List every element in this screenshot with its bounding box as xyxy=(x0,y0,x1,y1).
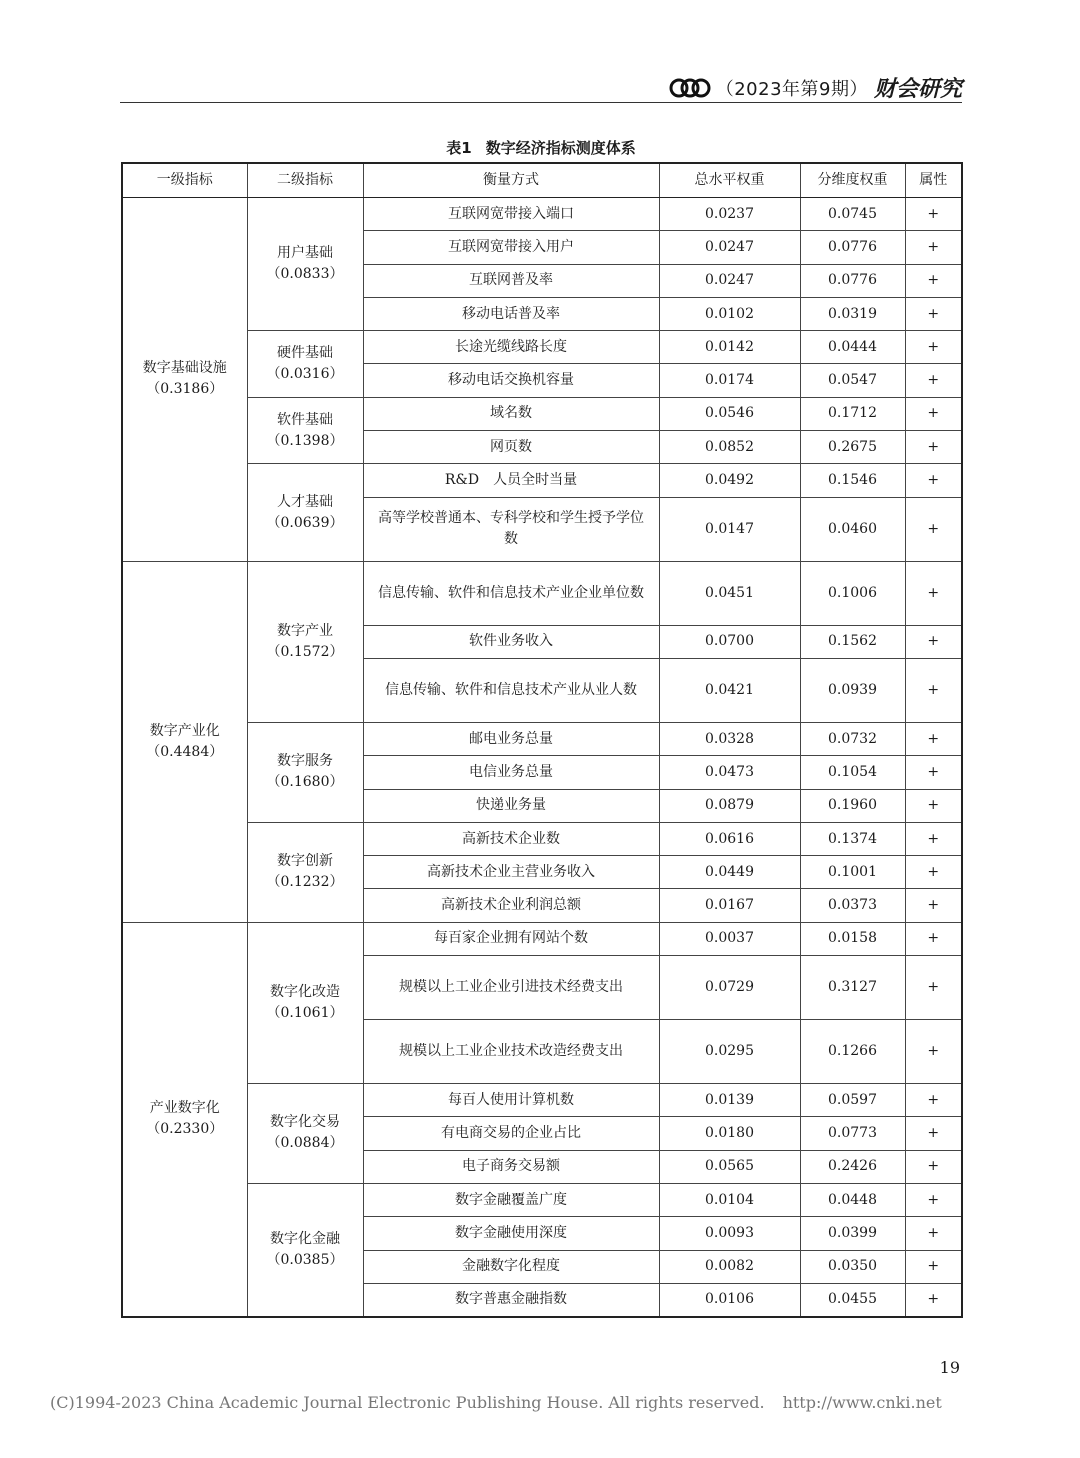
measure-cell: 数字金融使用深度 xyxy=(363,1217,659,1250)
total-weight-cell: 0.0879 xyxy=(659,789,800,822)
primary-indicator-weight: （0.2330） xyxy=(146,1121,224,1138)
caption-number: 表1 xyxy=(446,139,472,157)
indicator-table xyxy=(121,162,963,1318)
dimension-weight-cell: 0.0776 xyxy=(800,264,905,297)
table-row xyxy=(122,722,962,755)
total-weight-cell: 0.0104 xyxy=(659,1183,800,1216)
attribute-cell: + xyxy=(905,431,962,464)
dimension-weight-cell: 0.0939 xyxy=(800,658,905,722)
total-weight-cell: 0.0852 xyxy=(659,431,800,464)
secondary-indicator-weight: （0.1061） xyxy=(266,1004,344,1021)
attribute-cell: + xyxy=(905,364,962,397)
dimension-weight-cell: 0.1266 xyxy=(800,1020,905,1084)
secondary-indicator-weight: （0.0639） xyxy=(266,514,344,531)
measure-cell: 有电商交易的企业占比 xyxy=(363,1117,659,1150)
table-row xyxy=(122,464,962,497)
attribute-cell: + xyxy=(905,856,962,889)
secondary-indicator-weight: （0.0385） xyxy=(266,1251,344,1268)
table-body xyxy=(122,198,962,1317)
primary-indicator xyxy=(122,198,247,562)
measure-cell: 邮电业务总量 xyxy=(363,722,659,755)
dimension-weight-cell: 0.1546 xyxy=(800,464,905,497)
dimension-weight-cell: 0.1054 xyxy=(800,756,905,789)
measure-cell: 金融数字化程度 xyxy=(363,1250,659,1283)
dimension-weight-cell: 0.1374 xyxy=(800,822,905,855)
total-weight-cell: 0.0492 xyxy=(659,464,800,497)
primary-indicator xyxy=(122,561,247,922)
dimension-weight-cell: 0.0319 xyxy=(800,297,905,330)
attribute-cell: + xyxy=(905,1217,962,1250)
secondary-indicator xyxy=(247,397,363,464)
total-weight-cell: 0.0473 xyxy=(659,756,800,789)
dimension-weight-cell: 0.1712 xyxy=(800,397,905,430)
secondary-indicator xyxy=(247,561,363,722)
secondary-indicator-name: 硬件基础 xyxy=(277,344,333,361)
measure-cell: 规模以上工业企业引进技术经费支出 xyxy=(363,956,659,1020)
secondary-indicator-name: 数字创新 xyxy=(277,853,333,870)
total-weight-cell: 0.0093 xyxy=(659,1217,800,1250)
table-row xyxy=(122,1084,962,1117)
secondary-indicator-weight: （0.1572） xyxy=(266,643,344,660)
measure-cell: 数字普惠金融指数 xyxy=(363,1283,659,1316)
total-weight-cell: 0.0102 xyxy=(659,297,800,330)
caption-title: 数字经济指标测度体系 xyxy=(485,139,636,157)
attribute-cell: + xyxy=(905,464,962,497)
attribute-cell: + xyxy=(905,625,962,658)
total-weight-cell: 0.0729 xyxy=(659,956,800,1020)
total-weight-cell: 0.0546 xyxy=(659,397,800,430)
total-weight-cell: 0.0237 xyxy=(659,198,800,231)
attribute-cell: + xyxy=(905,397,962,430)
dimension-weight-cell: 0.0776 xyxy=(800,231,905,264)
measure-cell: 每百家企业拥有网站个数 xyxy=(363,922,659,955)
total-weight-cell: 0.0247 xyxy=(659,231,800,264)
dimension-weight-cell: 0.1562 xyxy=(800,625,905,658)
secondary-indicator-name: 数字化金融 xyxy=(270,1230,340,1247)
measure-cell: 每百人使用计算机数 xyxy=(363,1084,659,1117)
dimension-weight-cell: 0.0350 xyxy=(800,1250,905,1283)
footer-copyright: (C)1994-2023 China Academic Journal Electronic Publishing House. All rights reserved. xyxy=(50,1393,765,1412)
attribute-cell: + xyxy=(905,722,962,755)
column-header: 总水平权重 xyxy=(659,163,800,198)
dimension-weight-cell: 0.0373 xyxy=(800,889,905,922)
measure-cell: 移动电话交换机容量 xyxy=(363,364,659,397)
column-header: 衡量方式 xyxy=(363,163,659,198)
dimension-weight-cell: 0.0444 xyxy=(800,331,905,364)
measure-cell: 信息传输、软件和信息技术产业从业人数 xyxy=(363,658,659,722)
attribute-cell: + xyxy=(905,198,962,231)
attribute-cell: + xyxy=(905,561,962,625)
total-weight-cell: 0.0565 xyxy=(659,1150,800,1183)
table-row xyxy=(122,331,962,364)
secondary-indicator-name: 数字化交易 xyxy=(270,1114,340,1131)
attribute-cell: + xyxy=(905,822,962,855)
measure-cell: 互联网普及率 xyxy=(363,264,659,297)
secondary-indicator xyxy=(247,822,363,922)
dimension-weight-cell: 0.0455 xyxy=(800,1283,905,1316)
secondary-indicator-weight: （0.0316） xyxy=(266,365,344,382)
column-header: 分维度权重 xyxy=(800,163,905,198)
total-weight-cell: 0.0037 xyxy=(659,922,800,955)
secondary-indicator xyxy=(247,464,363,561)
total-weight-cell: 0.0139 xyxy=(659,1084,800,1117)
total-weight-cell: 0.0328 xyxy=(659,722,800,755)
journal-logo-icon xyxy=(668,78,712,98)
attribute-cell: + xyxy=(905,1250,962,1283)
measure-cell: 快递业务量 xyxy=(363,789,659,822)
attribute-cell: + xyxy=(905,1183,962,1216)
measure-cell: 规模以上工业企业技术改造经费支出 xyxy=(363,1020,659,1084)
dimension-weight-cell: 0.1006 xyxy=(800,561,905,625)
issue-label: （2023年第9期） xyxy=(715,78,868,100)
total-weight-cell: 0.0616 xyxy=(659,822,800,855)
measure-cell: 高新技术企业主营业务收入 xyxy=(363,856,659,889)
primary-indicator-weight: （0.3186） xyxy=(146,381,224,398)
total-weight-cell: 0.0247 xyxy=(659,264,800,297)
primary-indicator xyxy=(122,922,247,1316)
attribute-cell: + xyxy=(905,1020,962,1084)
measure-cell: 电信业务总量 xyxy=(363,756,659,789)
secondary-indicator-name: 数字化改造 xyxy=(270,983,340,1000)
secondary-indicator xyxy=(247,198,363,331)
secondary-indicator-name: 数字服务 xyxy=(277,753,333,770)
secondary-indicator-name: 人才基础 xyxy=(277,493,333,510)
attribute-cell: + xyxy=(905,922,962,955)
journal-name: 财会研究 xyxy=(873,76,962,102)
attribute-cell: + xyxy=(905,231,962,264)
dimension-weight-cell: 0.1960 xyxy=(800,789,905,822)
measure-cell: 软件业务收入 xyxy=(363,625,659,658)
attribute-cell: + xyxy=(905,297,962,330)
total-weight-cell: 0.0167 xyxy=(659,889,800,922)
attribute-cell: + xyxy=(905,956,962,1020)
primary-indicator-name: 产业数字化 xyxy=(149,1100,220,1117)
table-header-row xyxy=(122,163,962,198)
measure-cell: 数字金融覆盖广度 xyxy=(363,1183,659,1216)
primary-indicator-weight: （0.4484） xyxy=(146,743,224,760)
table-row xyxy=(122,922,962,955)
measure-cell: R&D 人员全时当量 xyxy=(363,464,659,497)
table-row xyxy=(122,1183,962,1216)
dimension-weight-cell: 0.0745 xyxy=(800,198,905,231)
measure-cell: 信息传输、软件和信息技术产业企业单位数 xyxy=(363,561,659,625)
table-row xyxy=(122,822,962,855)
total-weight-cell: 0.0421 xyxy=(659,658,800,722)
secondary-indicator-weight: （0.0833） xyxy=(266,266,344,283)
secondary-indicator-weight: （0.1232） xyxy=(266,874,344,891)
secondary-indicator xyxy=(247,1084,363,1184)
attribute-cell: + xyxy=(905,1117,962,1150)
attribute-cell: + xyxy=(905,789,962,822)
primary-indicator-name: 数字产业化 xyxy=(149,722,220,739)
dimension-weight-cell: 0.0773 xyxy=(800,1117,905,1150)
footer xyxy=(50,1393,942,1412)
measure-cell: 高等学校普通本、专科学校和学生授予学位数 xyxy=(363,497,659,561)
attribute-cell: + xyxy=(905,497,962,561)
secondary-indicator-name: 数字产业 xyxy=(277,622,333,639)
secondary-indicator xyxy=(247,922,363,1083)
table-row xyxy=(122,397,962,430)
attribute-cell: + xyxy=(905,1283,962,1316)
secondary-indicator xyxy=(247,331,363,398)
measure-cell: 互联网宽带接入用户 xyxy=(363,231,659,264)
attribute-cell: + xyxy=(905,1084,962,1117)
dimension-weight-cell: 0.0399 xyxy=(800,1217,905,1250)
secondary-indicator xyxy=(247,1183,363,1316)
total-weight-cell: 0.0106 xyxy=(659,1283,800,1316)
header-info xyxy=(668,72,962,103)
measure-cell: 高新技术企业数 xyxy=(363,822,659,855)
total-weight-cell: 0.0142 xyxy=(659,331,800,364)
attribute-cell: + xyxy=(905,264,962,297)
table-row xyxy=(122,198,962,231)
total-weight-cell: 0.0174 xyxy=(659,364,800,397)
table-row xyxy=(122,561,962,625)
dimension-weight-cell: 0.0158 xyxy=(800,922,905,955)
attribute-cell: + xyxy=(905,756,962,789)
total-weight-cell: 0.0700 xyxy=(659,625,800,658)
measure-cell: 移动电话普及率 xyxy=(363,297,659,330)
measure-cell: 互联网宽带接入端口 xyxy=(363,198,659,231)
measure-cell: 网页数 xyxy=(363,431,659,464)
attribute-cell: + xyxy=(905,889,962,922)
footer-url: http://www.cnki.net xyxy=(782,1393,942,1412)
dimension-weight-cell: 0.3127 xyxy=(800,956,905,1020)
dimension-weight-cell: 0.2675 xyxy=(800,431,905,464)
secondary-indicator-weight: （0.1680） xyxy=(266,774,344,791)
dimension-weight-cell: 0.1001 xyxy=(800,856,905,889)
dimension-weight-cell: 0.0547 xyxy=(800,364,905,397)
page-number: 19 xyxy=(939,1358,960,1377)
attribute-cell: + xyxy=(905,1150,962,1183)
table-caption xyxy=(120,137,962,158)
secondary-indicator-weight: （0.1398） xyxy=(266,432,344,449)
running-header xyxy=(120,64,962,103)
measure-cell: 电子商务交易额 xyxy=(363,1150,659,1183)
column-header: 属性 xyxy=(905,163,962,198)
measure-cell: 长途光缆线路长度 xyxy=(363,331,659,364)
dimension-weight-cell: 0.0460 xyxy=(800,497,905,561)
attribute-cell: + xyxy=(905,658,962,722)
column-header: 一级指标 xyxy=(122,163,247,198)
column-header: 二级指标 xyxy=(247,163,363,198)
dimension-weight-cell: 0.0448 xyxy=(800,1183,905,1216)
measure-cell: 高新技术企业利润总额 xyxy=(363,889,659,922)
primary-indicator-name: 数字基础设施 xyxy=(142,360,227,377)
dimension-weight-cell: 0.0732 xyxy=(800,722,905,755)
total-weight-cell: 0.0180 xyxy=(659,1117,800,1150)
total-weight-cell: 0.0082 xyxy=(659,1250,800,1283)
secondary-indicator xyxy=(247,722,363,822)
total-weight-cell: 0.0449 xyxy=(659,856,800,889)
dimension-weight-cell: 0.2426 xyxy=(800,1150,905,1183)
total-weight-cell: 0.0147 xyxy=(659,497,800,561)
total-weight-cell: 0.0451 xyxy=(659,561,800,625)
attribute-cell: + xyxy=(905,331,962,364)
secondary-indicator-name: 软件基础 xyxy=(277,411,333,428)
total-weight-cell: 0.0295 xyxy=(659,1020,800,1084)
secondary-indicator-weight: （0.0884） xyxy=(266,1135,344,1152)
dimension-weight-cell: 0.0597 xyxy=(800,1084,905,1117)
measure-cell: 域名数 xyxy=(363,397,659,430)
secondary-indicator-name: 用户基础 xyxy=(277,245,333,262)
